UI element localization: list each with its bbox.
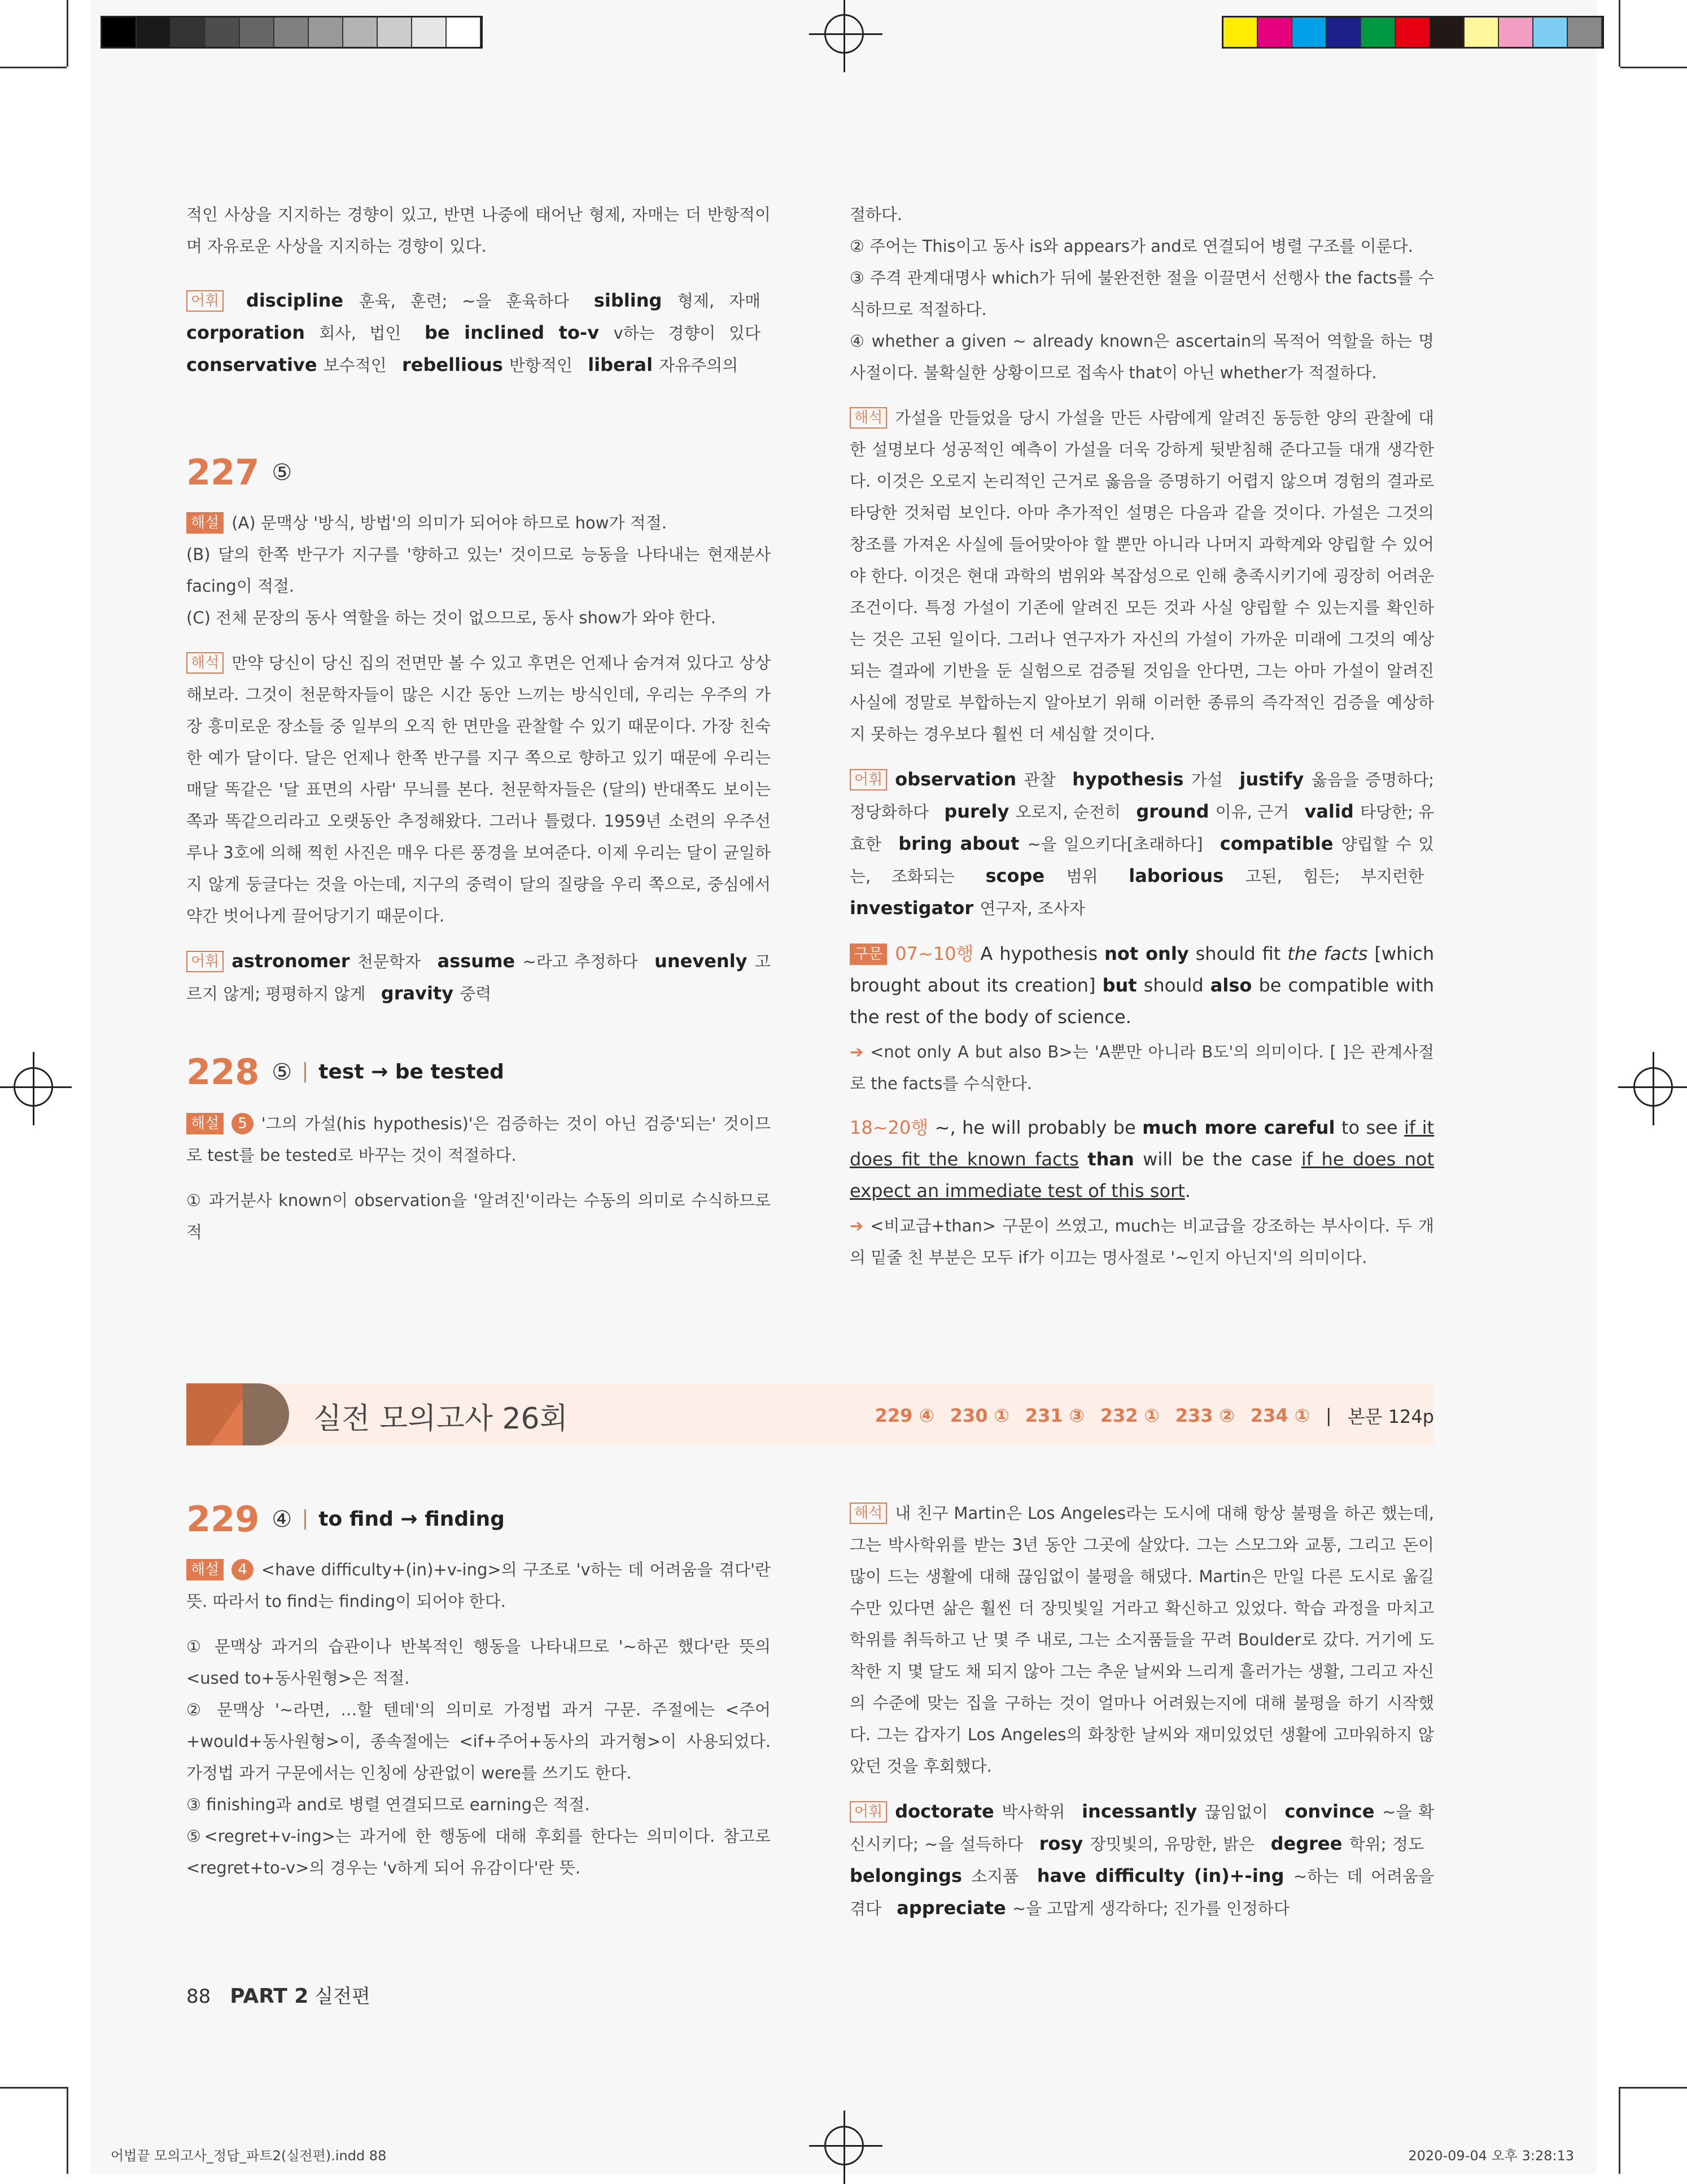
choice-2-note: ② 문맥상 '~라면, …할 텐데'의 의미로 가정법 과거 구문. 주절에는 <주어+would+동사원형>이, 종속절에는 <if+주어+동사의 과거형>이 사용되었다. 가정법 과거 구문에서는 인칭에 상관없이 were를 쓰기도 한다. (186, 1700, 771, 1783)
color-swatch (1430, 18, 1465, 47)
vocab-word: convince (1284, 1801, 1383, 1822)
vocab-word: observation (895, 768, 1024, 790)
grammar-note-2 (850, 1112, 1434, 1207)
registration-mark-top (824, 14, 864, 54)
vocab-word: compatible (1220, 833, 1341, 854)
vocab-word: degree (1270, 1833, 1349, 1854)
question-topic: test → be tested (318, 1060, 504, 1084)
vocab-word: liberal (588, 354, 659, 375)
vocab-meaning: 옳음을 증명하다; 정당화하다 (850, 770, 1435, 822)
vocab-meaning: 회사, 법인 (319, 324, 414, 343)
crop-mark (0, 2087, 67, 2089)
question-number: 228 (186, 1051, 260, 1093)
vocab-meaning: 형제, 자매 (678, 291, 761, 311)
vocab-meaning: ~을 고맙게 생각하다; 진가를 인정하다 (1012, 1899, 1290, 1918)
vocab-word: corporation (186, 322, 320, 343)
vocab-meaning: 타당한; 유효한 (850, 802, 1435, 854)
color-swatch (1568, 18, 1602, 47)
color-swatch (412, 18, 447, 47)
question-227-body (186, 507, 771, 1022)
question-number: 229 (186, 1499, 260, 1540)
translation-tag: 해석 (850, 407, 887, 429)
color-swatch (1292, 18, 1327, 47)
choice-1-note: ① 문맥상 과거의 습관이나 반복적인 행동을 나타내므로 '~하곤 했다'란 뜻의 <used to+동사원형>은 적절. (186, 1637, 771, 1688)
choice-number-badge: 5 (231, 1113, 254, 1134)
gm-bold: than (1087, 1148, 1134, 1170)
vocab-word: hypothesis (1072, 768, 1191, 790)
vocab-word: conservative (186, 354, 324, 375)
crop-mark (67, 2087, 68, 2174)
gm-text: . (1185, 1180, 1191, 1202)
vocab-block-1 (186, 285, 771, 381)
page-reference: 본문 124p (1347, 1406, 1434, 1427)
color-swatch (1396, 18, 1430, 47)
explanation-229 (186, 1554, 771, 1617)
gm-italic: the facts (1287, 943, 1368, 964)
translation-text: 내 친구 Martin은 Los Angeles라는 도시에 대해 항상 불평을 하곤 했는데, 그는 박사학위를 받는 3년 동안 그곳에 살았다. 그는 스모그와 교통, 그리고 돈이 많이 드는 생활에 대해 끊임없이 불평을 해댔다. Martin은 만일 다른 도시로 옮길 수만 있다면 삶은 훨씬 더 장밋빛일 거라고 확신하고 있었다. 학습 과정을 마치고 학위를 취득하고 난 몇 주 내로, 그는 소지품들을 꾸려 Boulder로 갔다. 거기에 도착한 지 몇 달도 채 되지 않아 그는 추운 날씨와 느리게 흘러가는 생활, 그리고 자신의 수준에 맞는 집을 구하는 것이 얼마나 어려웠는지에 대해 불평을 하기 시작했다. 그는 갑자기 Los Angeles의 화창한 날씨와 재미있었던 생활에 고마워하지 않았던 것을 후회했다. (850, 1504, 1434, 1776)
part-name: 실전편 (314, 1985, 370, 2008)
vocab-word: belongings (850, 1865, 972, 1886)
explanation-text: '그의 가설(his hypothesis)'은 검증하는 것이 아닌 검증'되는' 것이므로 test를 be tested로 바꾸는 것이 적절하다. (186, 1114, 771, 1165)
vocab-word: rebellious (401, 354, 509, 375)
vocab-meaning: 보수적인 (323, 356, 392, 375)
vocab-tag: 어휘 (186, 951, 224, 972)
vocab-word: unevenly (654, 950, 755, 972)
explanation-b: (B) 달의 한쪽 반구가 지구를 '향하고 있는' 것이므로 능동을 나타내는 현재분사 facing이 적절. (186, 545, 771, 596)
gm-text: to see (1341, 1117, 1398, 1138)
vocab-meaning: 박사학위 (1002, 1802, 1072, 1822)
color-swatch (1499, 18, 1533, 47)
explanation-tag: 해설 (186, 1113, 224, 1134)
choice-5-note: ⑤<regret+v-ing>는 과거에 한 행동에 대해 후회를 한다는 의미이다. 참고로 <regret+to-v>의 경우는 'v하게 되어 유감이다'란 뜻. (186, 1827, 771, 1877)
vocab-meaning: 반항적인 (509, 356, 578, 375)
vocab-227 (186, 945, 771, 1010)
color-swatch (240, 18, 274, 47)
color-swatch (1258, 18, 1292, 47)
question-229-body (186, 1554, 771, 1884)
color-swatch (274, 18, 309, 47)
crop-mark (1620, 2087, 1687, 2089)
left-column-top (186, 199, 771, 394)
vocab-word: purely (944, 801, 1016, 822)
color-swatch (206, 18, 240, 47)
crop-mark (1619, 2087, 1620, 2174)
vocab-meaning: 이유, 근거 (1215, 802, 1295, 822)
answer-key-item: 234 ① (1250, 1405, 1310, 1426)
vocab-meaning: 고르지 않게; 평평하지 않게 (186, 952, 771, 1003)
vocab-229 (850, 1796, 1434, 1924)
question-228-body (186, 1108, 771, 1260)
question-227-header (186, 452, 292, 493)
vocab-meaning: 고된, 힘든; 부지런한 (1245, 867, 1424, 886)
color-swatch (1327, 18, 1361, 47)
grammar-note-1-explain (850, 1036, 1434, 1099)
translation-227 (186, 647, 771, 932)
color-swatch (1533, 18, 1568, 47)
choice-2-note: ② 주어는 This이고 동사 is와 appears가 and로 연결되어 병렬 구조를 이룬다. (850, 237, 1413, 256)
file-slug: 어법끝 모의고사_정답_파트2(실전편).indd 88 (111, 2148, 387, 2164)
vocab-word: discipline (246, 290, 359, 311)
vocab-meaning: 자유주의의 (659, 356, 738, 375)
vocab-list (186, 952, 771, 1003)
vocab-word: incessantly (1082, 1801, 1205, 1822)
vocab-meaning: 연구자, 조사자 (980, 899, 1085, 918)
answer-key-item: 233 ② (1175, 1405, 1235, 1426)
grammar-note-2-explain (850, 1210, 1434, 1273)
gm-underline: if it does fit the known facts (850, 1117, 1435, 1170)
vocab-list (850, 770, 1434, 918)
translation-228 (850, 402, 1434, 750)
answer-key-item: 230 ① (950, 1405, 1009, 1426)
vocab-word: ground (1136, 801, 1216, 822)
arrow-icon: ➔ (850, 1216, 871, 1235)
question-229-right (850, 1497, 1434, 1937)
vocab-word: investigator (850, 897, 980, 919)
vocab-word: valid (1304, 801, 1360, 822)
crop-mark (1620, 67, 1687, 68)
vocab-list (186, 291, 771, 375)
arrow-icon: ➔ (850, 1042, 871, 1062)
explanation-tag: 해설 (186, 1559, 224, 1580)
vocab-word: doctorate (895, 1801, 1002, 1822)
page-number: 88 (186, 1985, 211, 2008)
vocab-meaning: 끊임없이 (1204, 1802, 1275, 1822)
part-label: PART 2 (230, 1985, 309, 2008)
banner-title: 실전 모의고사 26회 (313, 1402, 568, 1436)
answer-key-item: 232 ① (1100, 1405, 1160, 1426)
banner-logo-icon (186, 1383, 289, 1445)
color-swatch (343, 18, 378, 47)
header-separator (304, 1509, 306, 1530)
answer-circle: ⑤ (272, 1059, 292, 1085)
color-swatch (447, 18, 481, 47)
gm-underline: if he does not expect an immediate test of this sort (850, 1148, 1435, 1202)
color-swatch (1465, 18, 1499, 47)
vocab-word: appreciate (897, 1897, 1012, 1919)
vocab-meaning: 중력 (460, 984, 492, 1003)
choice-3-note: ③ finishing과 and로 병렬 연결되므로 earning은 적절. (186, 1795, 590, 1814)
translation-text: 만약 당신이 당신 집의 전면만 볼 수 있고 후면은 언제나 숨겨져 있다고 상상해보라. 그것이 천문학자들이 많은 시간 동안 느끼는 방식인데, 우리는 우주의 가장 흥미로운 장소들 중 일부의 오직 한 면만을 관찰할 수 있기 때문이다. 가장 친숙한 예가 달이다. 달은 언제나 한쪽 반구를 지구 쪽으로 향하고 있기 때문에 우리는 매달 똑같은 '달 표면의 사람' 무늬를 본다. 천문학자들은 (달의) 반대쪽도 보이는 쪽과 똑같으리라고 오랫동안 추정해왔다. 그러나 틀렸다. 1959년 소련의 우주선 루나 3호에 의해 찍힌 사진은 매우 다른 풍경을 보여준다. 이제 우리는 달이 균일하지 않게 둥글다는 것을 아는데, 지구의 중력이 달의 질량을 우리 쪽으로, 중심에서 약간 벗어나게 끌어당기기 때문이다. (186, 653, 771, 925)
choice-1-note: ① 과거분사 known이 observation을 '알려진'이라는 수동의 의미로 수식하므로 적 (186, 1191, 771, 1242)
registration-mark-right (1633, 1067, 1673, 1107)
banner-answer-key (875, 1403, 1434, 1429)
vocab-tag: 어휘 (850, 769, 887, 790)
page-ref-separator: | (1325, 1405, 1332, 1426)
explanation-text: <have difficulty+(in)+v-ing>의 구조로 'v하는 데 어려움을 겪다'란 뜻. 따라서 to find는 finding이 되어야 한다. (186, 1560, 771, 1611)
choice-3-note: ③ 주격 관계대명사 which가 뒤에 불완전한 절을 이끌면서 선행사 the facts를 수식하므로 적절하다. (850, 268, 1434, 319)
registration-mark-left (14, 1067, 53, 1107)
line-ref: 07~10행 (895, 943, 974, 964)
answer-circle: ④ (272, 1506, 292, 1532)
gm-note-text: <비교급+than> 구문이 쓰였고, much는 비교급을 강조하는 부사이다. 두 개의 밑줄 친 부분은 모두 if가 이끄는 명사절로 '~인지 아닌지'의 의미이다. (850, 1216, 1434, 1267)
gm-text: be compatible with the rest of the body of science. (850, 975, 1435, 1028)
color-swatch (309, 18, 343, 47)
question-number: 227 (186, 452, 260, 493)
color-swatch (1361, 18, 1396, 47)
answer-key-item: 231 ③ (1025, 1405, 1085, 1426)
vocab-meaning: 학위; 정도 (1349, 1834, 1424, 1854)
vocab-meaning: 소지품 (971, 1867, 1027, 1886)
vocab-228 (850, 763, 1434, 924)
line-ref: 18~20행 (850, 1117, 929, 1138)
explanation-tag: 해설 (186, 512, 224, 534)
question-229-header (186, 1499, 505, 1540)
vocab-meaning: 가설 (1191, 770, 1230, 789)
gm-text: should fit (1195, 943, 1281, 964)
vocab-word: sibling (593, 290, 678, 311)
right-color-bar (1222, 16, 1604, 49)
continued-text: 절하다. (850, 205, 903, 224)
color-swatch (1223, 18, 1258, 47)
translation-tag: 해석 (186, 652, 224, 674)
vocab-word: laborious (1129, 865, 1245, 886)
explanation-a (186, 507, 771, 539)
explanation-a-text: (A) 문맥상 '방식, 방법'의 의미가 되어야 하므로 how가 적절. (231, 513, 667, 532)
gm-note-text: <not only A but also B>는 'A뿐만 아니라 B도'의 의미이다. [ ]은 관계사절로 the facts를 수식한다. (850, 1042, 1434, 1093)
vocab-meaning: ~을 확신시키다; ~을 설득하다 (850, 1802, 1435, 1854)
vocab-tag: 어휘 (850, 1801, 887, 1823)
timestamp-slug: 2020-09-04 오후 3:28:13 (1408, 2148, 1574, 2164)
vocab-word: assume (437, 950, 523, 972)
intro-paragraph: 적인 사상을 지지하는 경향이 있고, 반면 나중에 태어난 형제, 자매는 더 반항적이며 자유로운 사상을 지지하는 경향이 있다. (186, 205, 771, 256)
gm-text: A hypothesis (980, 943, 1098, 964)
vocab-meaning: ~라고 추정하다 (522, 952, 645, 971)
explanation-c: (C) 전체 문장의 동사 역할을 하는 것이 없으므로, 동사 show가 와야 한다. (186, 608, 716, 627)
vocab-word: be inclined to-v (424, 322, 614, 343)
color-swatch (102, 18, 137, 47)
vocab-meaning: v하는 경향이 있다 (613, 324, 761, 343)
vocab-word: astronomer (231, 950, 357, 972)
crop-mark (0, 67, 67, 68)
choice-4-note: ④ whether a given ~ already known은 ascertain의 목적어 역할을 하는 명사절이다. 불확실한 상황이므로 접속사 that이 아닌 whether가 적절하다. (850, 331, 1434, 382)
vocab-word: bring about (898, 833, 1028, 854)
answer-key-item: 229 ④ (875, 1405, 934, 1426)
question-228-header (186, 1051, 504, 1093)
crop-mark (1619, 0, 1620, 67)
vocab-meaning: 훈육, 훈련; ~을 훈육하다 (359, 291, 584, 311)
gm-bold: also (1210, 975, 1252, 996)
translation-text: 가설을 만들었을 당시 가설을 만든 사람에게 알려진 동등한 양의 관찰에 대한 설명보다 성공적인 예측이 가설을 더욱 강하게 뒷받침해 준다고들 대개 생각한다. 이것은 오로지 논리적인 근거로 옳음을 증명하기 어렵지 않으며 경험의 결과로 타당한 것처럼 보인다. 아마 추가적인 설명은 다음과 같을 것이다. 가설은 그것의 창조를 가져온 사실에 들어맞아야 할 뿐만 아니라 나머지 과학계와 양립할 수 있어야 한다. 이것은 현대 과학의 범위와 복잡성으로 인해 충족시키기에 굉장히 어려운 조건이다. 특정 가설이 기존에 알려진 모든 것과 사실 양립할 수 있는지를 확인하는 것은 고된 일이다. 그러나 연구자가 자신의 가설이 가까운 미래에 그것의 예상되는 결과에 기반을 둔 실험으로 검증될 것임을 안다면, 그는 아마 가설이 알려진 사실에 정말로 부합하는지 알아보기 위해 이러한 종류의 즉각적인 검증을 예상하지 못하는 경우보다 훨씬 더 세심할 것이다. (850, 408, 1434, 744)
header-separator (304, 1062, 306, 1082)
gm-text: [which brought about its creation] (850, 943, 1435, 996)
vocab-meaning: 양립할 수 있는, 조화되는 (850, 835, 1435, 886)
vocab-meaning: 오로지, 순전히 (1015, 802, 1126, 822)
gm-text: ~, he will probably be (934, 1117, 1136, 1138)
vocab-meaning: 장밋빛의, 유망한, 밝은 (1090, 1834, 1261, 1854)
question-topic: to find → finding (318, 1508, 505, 1531)
gm-bold: not only (1104, 943, 1189, 964)
color-swatch (378, 18, 412, 47)
grammar-tag: 구문 (850, 944, 887, 965)
vocab-meaning: 천문학자 (357, 952, 427, 971)
registration-mark-bottom (824, 2126, 864, 2165)
answer-circle: ⑤ (272, 459, 292, 486)
vocab-list (850, 1802, 1434, 1918)
vocab-meaning: 범위 (1066, 867, 1119, 886)
vocab-word: have difficulty (in)+-ing (1037, 1865, 1293, 1886)
vocab-word: justify (1239, 768, 1312, 790)
page-footer (186, 1981, 370, 2008)
crop-mark (67, 0, 68, 67)
vocab-word: gravity (381, 982, 460, 1004)
left-color-bar (100, 16, 483, 49)
gm-text: should (1143, 975, 1204, 996)
vocab-word: rosy (1039, 1833, 1090, 1854)
vocab-meaning: ~하는 데 어려움을 겪다 (850, 1867, 1435, 1918)
explanation-228 (186, 1108, 771, 1171)
vocab-tag: 어휘 (186, 290, 224, 312)
translation-229 (850, 1497, 1434, 1782)
vocab-word: scope (985, 865, 1067, 886)
vocab-meaning: 관찰 (1024, 770, 1063, 789)
grammar-note-1 (850, 938, 1434, 1033)
translation-tag: 해석 (850, 1502, 887, 1524)
color-swatch (137, 18, 171, 47)
gm-bold: much more careful (1142, 1117, 1335, 1138)
color-swatch (171, 18, 206, 47)
gm-text: will be the case (1143, 1148, 1293, 1170)
choice-number-badge: 4 (231, 1559, 254, 1580)
gm-bold: but (1102, 975, 1137, 996)
right-column-top (850, 199, 1434, 1286)
vocab-meaning: ~을 일으키다[초래하다] (1027, 835, 1210, 854)
